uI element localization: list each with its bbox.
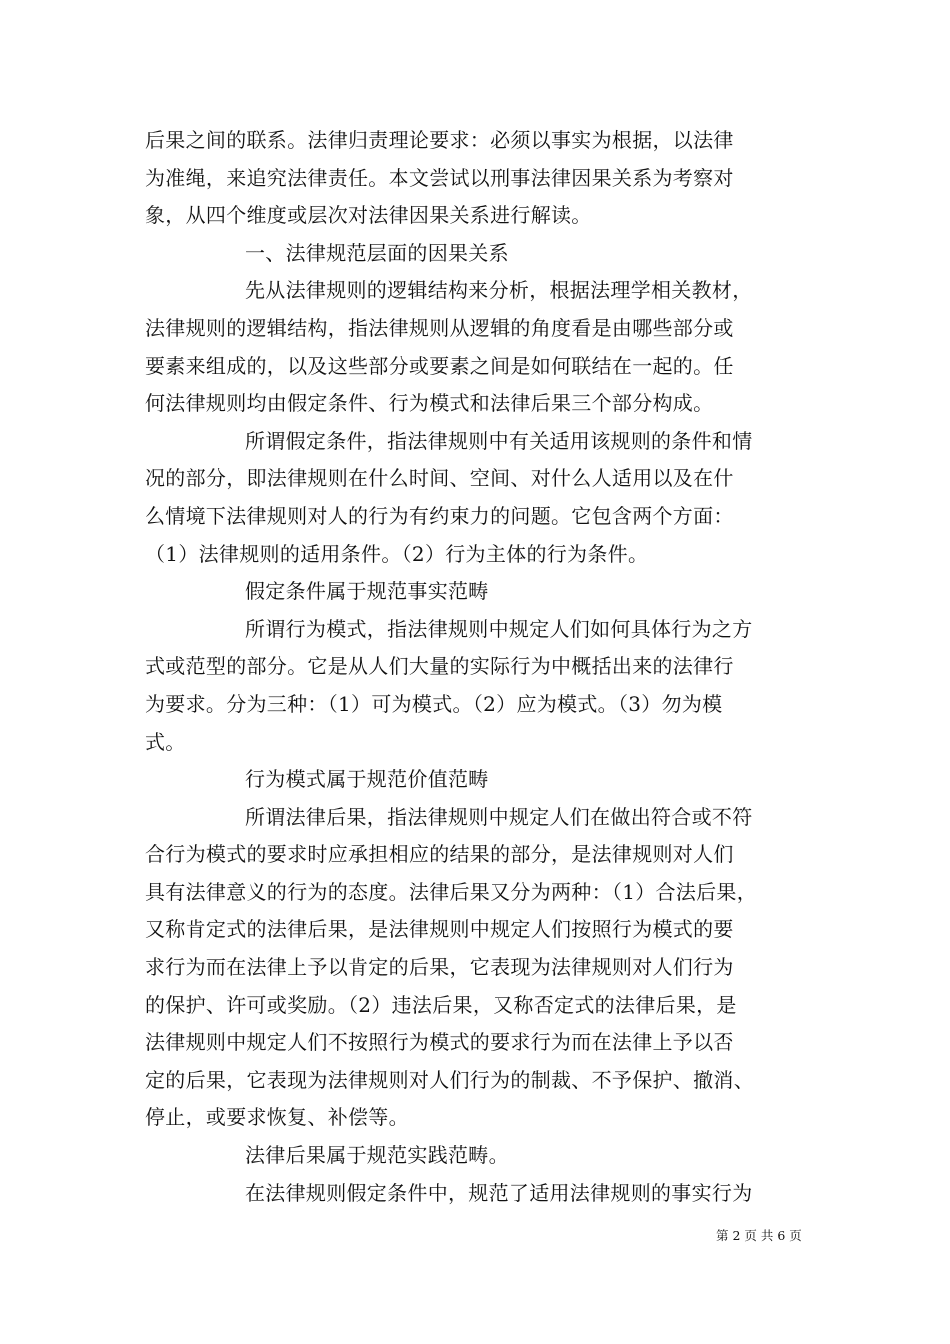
text-line: 所谓法律后果，指法律规则中规定人们在做出符合或不符: [245, 804, 753, 829]
text-line: 又称肯定式的法律后果，是法律规则中规定人们按照行为模式的要: [145, 917, 734, 942]
text-line: 在法律规则假定条件中，规范了适用法律规则的事实行为: [245, 1180, 753, 1205]
page-indicator: 第 2 页 共 6 页: [716, 1228, 802, 1243]
body-text: [145, 122, 810, 1212]
text-line: 式。: [145, 729, 186, 754]
text-line: 法律规则的逻辑结构，指法律规则从逻辑的角度看是由哪些部分或: [145, 315, 734, 340]
text-line: 合行为模式的要求时应承担相应的结果的部分，是法律规则对人们: [145, 842, 734, 867]
text-line: 何法律规则均由假定条件、行为模式和法律后果三个部分构成。: [145, 391, 714, 416]
text-line: 要素来组成的，以及这些部分或要素之间是如何联结在一起的。任: [145, 353, 734, 378]
text-line: 么情境下法律规则对人的行为有约束力的问题。它包含两个方面：: [145, 503, 734, 528]
text-line: 定的后果，它表现为法律规则对人们行为的制裁、不予保护、撤消、: [145, 1067, 754, 1092]
section-heading: 一、法律规范层面的因果关系: [245, 240, 509, 265]
text-line: 法律规则中规定人们不按照行为模式的要求行为而在法律上予以否: [145, 1030, 734, 1055]
text-line: 具有法律意义的行为的态度。法律后果又分为两种：（1）合法后果，: [145, 879, 758, 904]
text-line: 求行为而在法律上予以肯定的后果，它表现为法律规则对人们行为: [145, 955, 734, 980]
text-line: 所谓假定条件，指法律规则中有关适用该规则的条件和情: [245, 428, 753, 453]
text-line: 行为模式属于规范价值范畴: [245, 767, 489, 792]
text-line: 为要求。分为三种：（1）可为模式。（2）应为模式。（3）勿为模: [145, 691, 723, 716]
text-line: 后果之间的联系。法律归责理论要求：必须以事实为根据，以法律: [145, 128, 734, 152]
text-line: 为准绳，来追究法律责任。本文尝试以刑事法律因果关系为考察对: [145, 165, 734, 190]
text-line: 先从法律规则的逻辑结构来分析，根据法理学相关教材，: [245, 278, 753, 303]
text-line: 假定条件属于规范事实范畴: [245, 579, 489, 604]
text-line: 的保护、许可或奖励。（2）违法后果，又称否定式的法律后果，是: [145, 992, 737, 1017]
text-line: 况的部分，即法律规则在什么时间、空间、对什么人适用以及在什: [145, 466, 734, 491]
text-line: 所谓行为模式，指法律规则中规定人们如何具体行为之方: [245, 616, 753, 641]
text-line: 法律后果属于规范实践范畴。: [245, 1143, 509, 1168]
text-line: 停止，或要求恢复、补偿等。: [145, 1105, 409, 1130]
text-line: 式或范型的部分。它是从人们大量的实际行为中概括出来的法律行: [145, 654, 734, 679]
text-line: 象，从四个维度或层次对法律因果关系进行解读。: [145, 203, 592, 228]
text-line: （1）法律规则的适用条件。（2）行为主体的行为条件。: [145, 541, 649, 566]
